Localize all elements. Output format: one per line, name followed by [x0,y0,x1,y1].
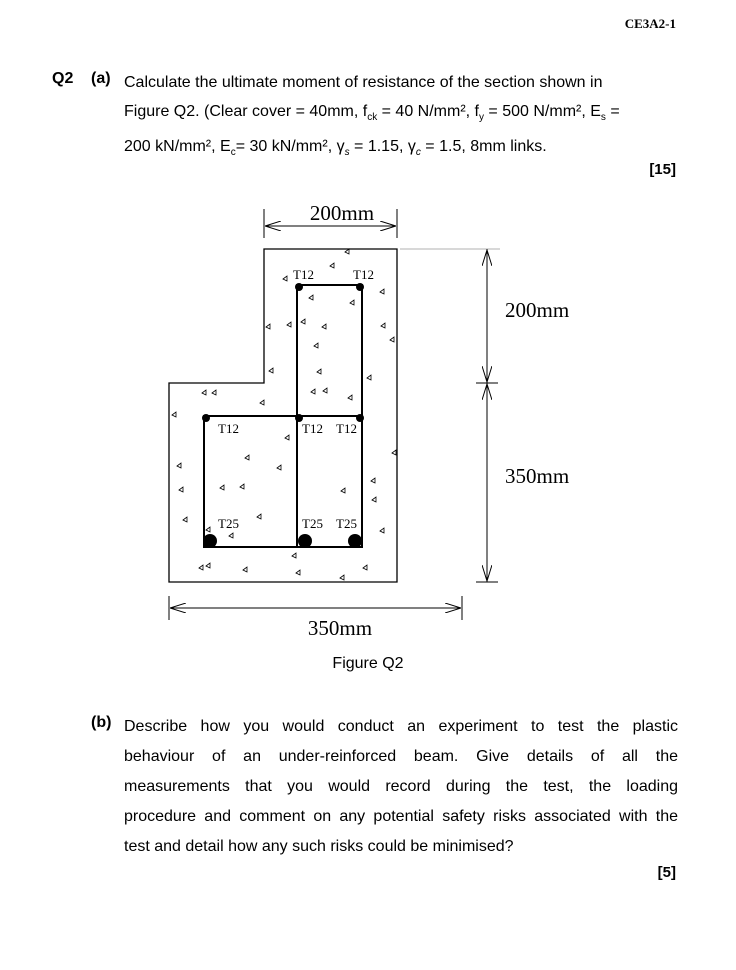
bar-label: T25 [218,516,239,531]
dim-top [264,201,397,238]
part-b-line: test and detail how any such risks could be minimised? [124,838,514,855]
bar-t12 [356,414,364,422]
part-b-line: measurements that you would record during the test, the loading [124,778,678,795]
bar-t25 [203,534,217,548]
bar-label: T25 [336,516,357,531]
dim-top-label: 200mm [309,201,375,225]
part-a-label: (a) [91,70,111,87]
bar-t12 [202,414,210,422]
part-b-line: procedure and comment on any potential safety risks associated with the [124,808,678,825]
bar-label: T12 [336,421,357,436]
dim-right-lower-label: 350mm [505,464,570,488]
bar-label: T12 [353,267,374,282]
part-b-text [124,712,678,862]
bar-t12 [356,283,364,291]
dim-right-upper-label: 200mm [505,298,570,322]
bar-label: T12 [293,267,314,282]
dim-right [400,249,569,582]
part-b-line: Describe how you would conduct an experiment to test the plastic [124,718,678,735]
part-b-line: behaviour of an under-reinforced beam. Give details of all the [124,748,678,765]
dim-bottom-label: 350mm [307,616,373,640]
dim-bottom [169,596,462,640]
part-a-marks: [15] [649,161,676,178]
bar-t25 [298,534,312,548]
part-a-line-1: Calculate the ultimate moment of resistance of the section shown in [124,74,603,91]
bar-label: T12 [302,421,323,436]
part-a-line-2: Figure Q2. (Clear cover = 40mm, $f_{ck} = 40$ N/mm², $f_y = 500$ N/mm², $E_s$ = [124,103,620,124]
bar-t25 [348,534,362,548]
bar-label: T12 [218,421,239,436]
figure-caption: Figure Q2 [332,655,404,672]
part-b-label: (b) [91,714,112,731]
page-code: CE3A2-1 [624,16,676,31]
bar-label: T25 [302,516,323,531]
question-number: Q2 [52,70,74,87]
bar-t12 [295,283,303,291]
part-a-line-3: 200 kN/mm², $E_c= 30$ kN/mm², $\gamma_s = 1.15$, $\gamma_c = 1.5$, 8mm links. [124,138,547,159]
part-b-marks: [5] [657,864,676,881]
